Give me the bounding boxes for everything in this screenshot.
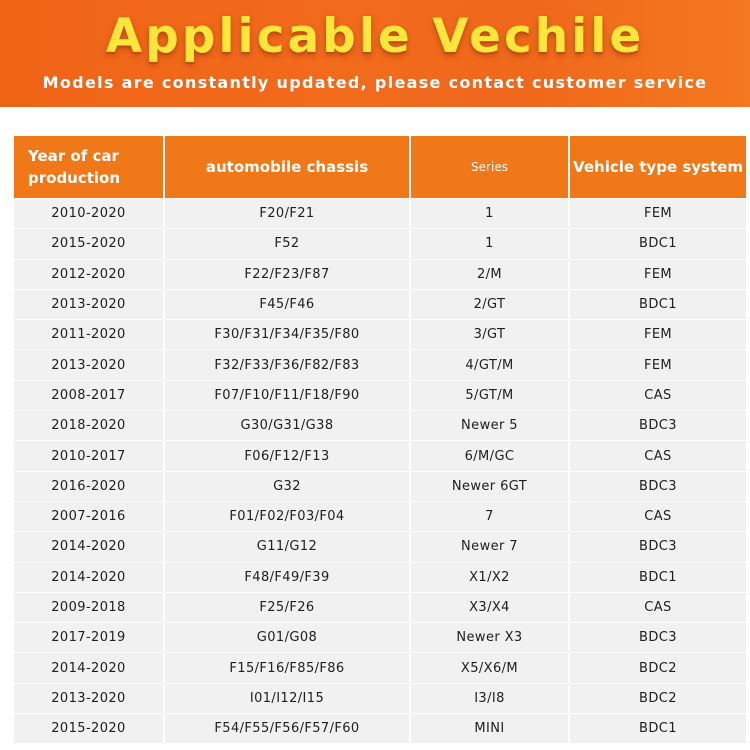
cell-series: 6/M/GC (411, 441, 570, 470)
table-row (14, 652, 746, 682)
cell-chassis: F52 (165, 229, 411, 258)
cell-chassis: F45/F46 (165, 290, 411, 319)
cell-system: BDC3 (570, 411, 746, 440)
header-system: Vehicle type system (570, 136, 746, 198)
cell-system: CAS (570, 381, 746, 410)
cell-series: 1 (411, 199, 570, 228)
cell-series: 4/GT/M (411, 350, 570, 379)
cell-series: 5/GT/M (411, 381, 570, 410)
cell-year: 2014-2020 (14, 653, 165, 682)
cell-year: 2008-2017 (14, 381, 165, 410)
table-row (14, 622, 746, 652)
cell-year: 2010-2017 (14, 441, 165, 470)
cell-series: Newer 6GT (411, 472, 570, 501)
cell-chassis: F30/F31/F34/F35/F80 (165, 320, 411, 349)
cell-series: Newer X3 (411, 623, 570, 652)
cell-system: FEM (570, 320, 746, 349)
cell-year: 2015-2020 (14, 229, 165, 258)
table-row (14, 259, 746, 289)
banner-subtitle: Models are constantly updated, please contact customer service (42, 73, 708, 92)
table-row (14, 713, 746, 743)
table-row (14, 380, 746, 410)
cell-chassis: F15/F16/F85/F86 (165, 653, 411, 682)
banner-title: Applicable Vechile (105, 9, 645, 64)
cell-year: 2016-2020 (14, 472, 165, 501)
cell-system: FEM (570, 260, 746, 289)
table-row (14, 531, 746, 561)
cell-system: FEM (570, 199, 746, 228)
cell-series: 1 (411, 229, 570, 258)
table-row (14, 319, 746, 349)
cell-series: MINI (411, 714, 570, 743)
cell-year: 2013-2020 (14, 684, 165, 713)
header-series: Series (411, 136, 570, 198)
cell-system: BDC3 (570, 532, 746, 561)
cell-system: BDC1 (570, 229, 746, 258)
table-row (14, 683, 746, 713)
cell-series: X3/X4 (411, 593, 570, 622)
cell-year: 2010-2020 (14, 199, 165, 228)
cell-chassis: G30/G31/G38 (165, 411, 411, 440)
cell-series: 2/GT (411, 290, 570, 319)
table-row (14, 562, 746, 592)
cell-year: 2012-2020 (14, 260, 165, 289)
table-row (14, 410, 746, 440)
cell-system: CAS (570, 593, 746, 622)
cell-year: 2014-2020 (14, 563, 165, 592)
cell-system: BDC1 (570, 290, 746, 319)
cell-series: I3/I8 (411, 684, 570, 713)
table-row (14, 471, 746, 501)
cell-system: CAS (570, 441, 746, 470)
cell-chassis: F20/F21 (165, 199, 411, 228)
cell-chassis: F01/F02/F03/F04 (165, 502, 411, 531)
table-header-row (14, 136, 746, 198)
cell-system: BDC3 (570, 623, 746, 652)
cell-chassis: F22/F23/F87 (165, 260, 411, 289)
cell-chassis: G11/G12 (165, 532, 411, 561)
cell-series: Newer 5 (411, 411, 570, 440)
cell-year: 2017-2019 (14, 623, 165, 652)
cell-system: FEM (570, 350, 746, 379)
cell-year: 2013-2020 (14, 290, 165, 319)
cell-chassis: G01/G08 (165, 623, 411, 652)
cell-chassis: I01/I12/I15 (165, 684, 411, 713)
cell-chassis: F07/F10/F11/F18/F90 (165, 381, 411, 410)
banner (0, 0, 750, 107)
cell-series: 7 (411, 502, 570, 531)
cell-system: BDC1 (570, 563, 746, 592)
table-body (14, 198, 746, 743)
table-row (14, 228, 746, 258)
cell-year: 2009-2018 (14, 593, 165, 622)
table-row (14, 289, 746, 319)
cell-system: BDC2 (570, 653, 746, 682)
table-row (14, 440, 746, 470)
cell-chassis: F32/F33/F36/F82/F83 (165, 350, 411, 379)
header-year: Year of car production (14, 136, 165, 198)
cell-series: X1/X2 (411, 563, 570, 592)
cell-series: X5/X6/M (411, 653, 570, 682)
cell-system: BDC3 (570, 472, 746, 501)
table-row (14, 349, 746, 379)
table-row (14, 198, 746, 228)
cell-year: 2007-2016 (14, 502, 165, 531)
cell-year: 2013-2020 (14, 350, 165, 379)
cell-year: 2014-2020 (14, 532, 165, 561)
cell-chassis: F06/F12/F13 (165, 441, 411, 470)
cell-chassis: F25/F26 (165, 593, 411, 622)
header-chassis: automobile chassis (165, 136, 411, 198)
cell-system: BDC1 (570, 714, 746, 743)
cell-chassis: F48/F49/F39 (165, 563, 411, 592)
cell-series: Newer 7 (411, 532, 570, 561)
vehicle-table (14, 136, 746, 750)
table-row (14, 592, 746, 622)
cell-year: 2011-2020 (14, 320, 165, 349)
table-row (14, 501, 746, 531)
cell-system: CAS (570, 502, 746, 531)
cell-series: 2/M (411, 260, 570, 289)
cell-chassis: F54/F55/F56/F57/F60 (165, 714, 411, 743)
cell-year: 2018-2020 (14, 411, 165, 440)
cell-chassis: G32 (165, 472, 411, 501)
cell-series: 3/GT (411, 320, 570, 349)
cell-year: 2015-2020 (14, 714, 165, 743)
cell-system: BDC2 (570, 684, 746, 713)
